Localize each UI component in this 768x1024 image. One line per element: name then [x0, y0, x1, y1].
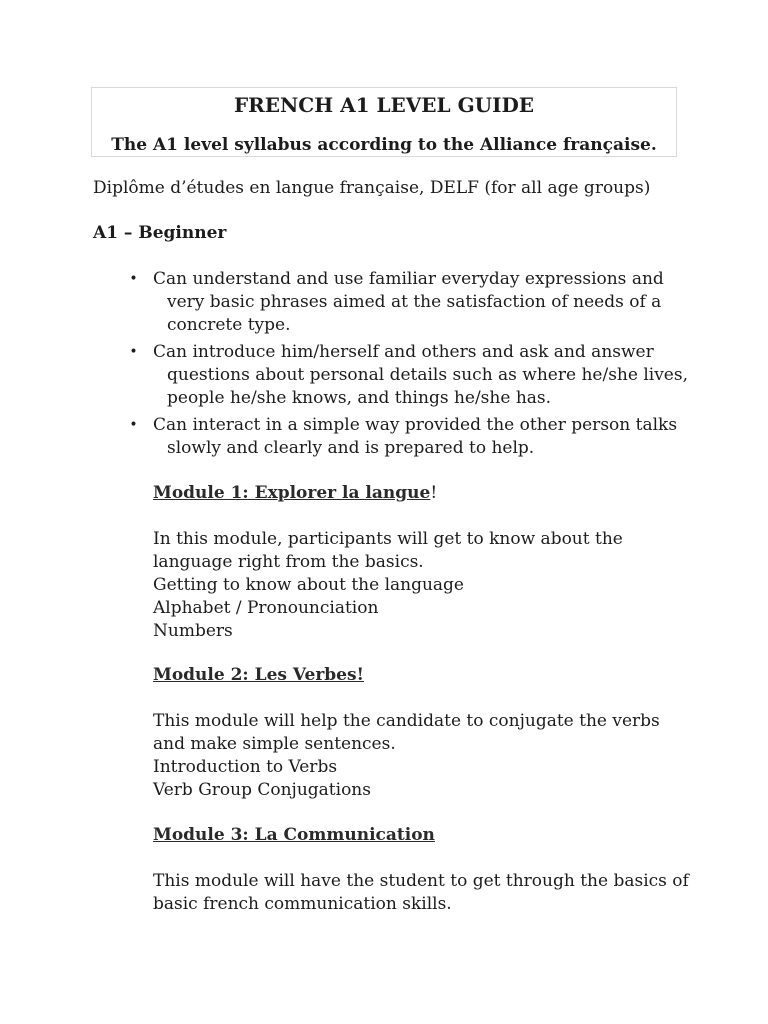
module-2-section [153, 664, 693, 802]
module-1-heading-line [153, 482, 693, 505]
module-2-topic: Introduction to Verbs [153, 757, 338, 777]
title-box [91, 87, 677, 157]
module-1-heading: Module 1: Explorer la langue [153, 483, 431, 503]
bullet-item [128, 341, 688, 410]
document-title: FRENCH A1 LEVEL GUIDE [233, 93, 535, 117]
module-1-heading-suffix: ! [430, 483, 438, 503]
module-1-topic: Getting to know about the language [153, 575, 464, 595]
bullet-text: Can interact in a simple way provided the other person talks slowly and clearly and is prepared to help. [153, 415, 678, 458]
module-1-description: In this module, participants will get to know about the language right from the basics. [153, 529, 623, 572]
module-2-heading: Module 2: Les Verbes! [153, 665, 365, 685]
module-1-section [153, 482, 693, 643]
bullet-text: Can understand and use familiar everyday expressions and very basic phrases aimed at the satisfaction of needs of a concrete type. [153, 269, 664, 335]
module-2-description: This module will help the candidate to conjugate the verbs and make simple sentences. [153, 711, 660, 754]
diploma-line: Diplôme d’études en langue française, DELF (for all age groups) [93, 178, 651, 198]
level-heading: A1 – Beginner [93, 223, 227, 243]
module-1-topic: Numbers [153, 621, 233, 641]
module-3-section [153, 824, 693, 916]
bullet-dot-icon: • [129, 271, 138, 287]
module-1-topic: Alphabet / Pronounciation [153, 598, 379, 618]
bullet-item [128, 268, 688, 337]
bullet-dot-icon: • [129, 344, 138, 360]
document-subtitle: The A1 level syllabus according to the Alliance française. [111, 135, 657, 155]
bullet-dot-icon: • [129, 417, 138, 433]
bullet-text: Can introduce him/herself and others and ask and answer questions about personal details such as where he/she lives, people he/she knows, and things he/she has. [153, 342, 688, 408]
module-3-heading: Module 3: La Communication [153, 825, 435, 845]
module-3-description: This module will have the student to get through the basics of basic french communication skills. [153, 871, 689, 914]
bullet-item [128, 414, 688, 460]
module-2-topic: Verb Group Conjugations [153, 780, 371, 800]
bullet-list [128, 268, 688, 464]
